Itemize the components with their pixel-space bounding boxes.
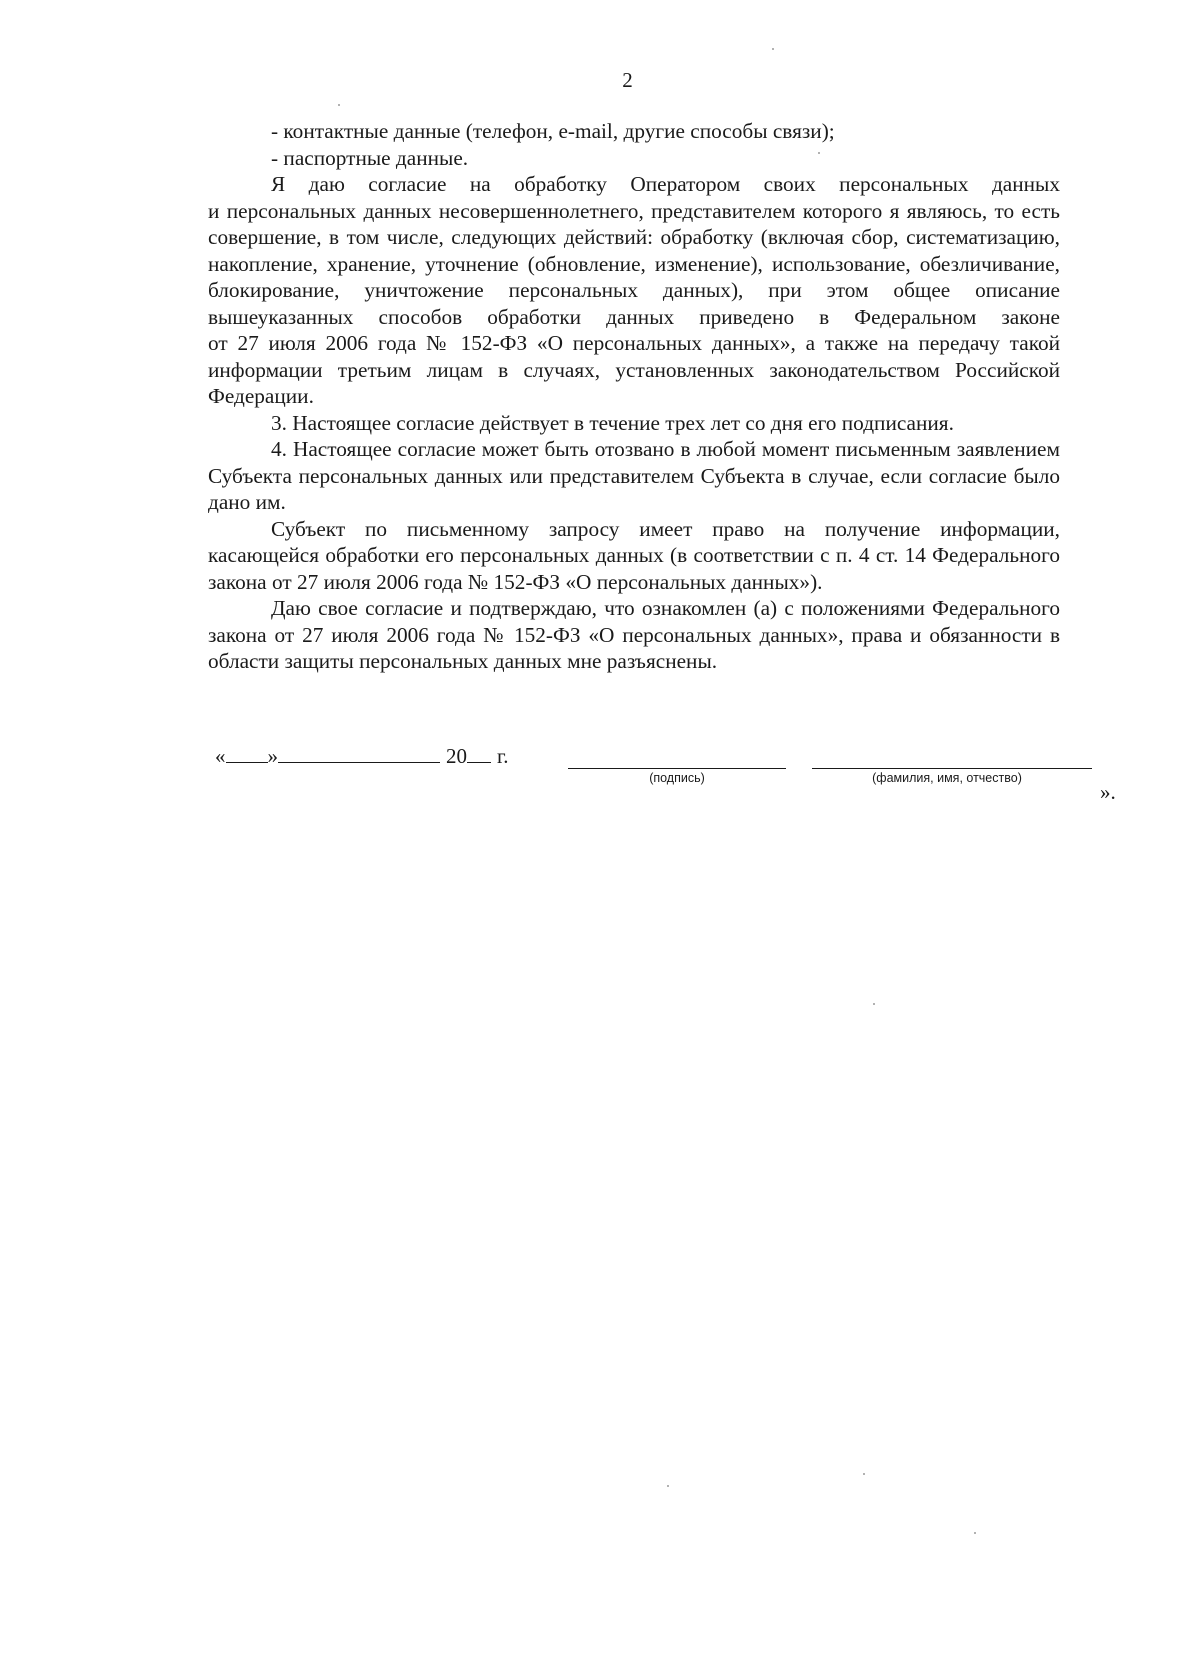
full-name-line — [812, 768, 1092, 769]
full-name-caption: (фамилия, имя, отчество) — [872, 771, 1022, 785]
scan-speck — [873, 1003, 875, 1005]
consent-line: вышеуказанных способов обработки данных приведено в Федеральном законе — [208, 304, 1060, 329]
list-item-passport: - паспортные данные. — [271, 145, 469, 170]
year-blank — [467, 742, 491, 763]
year-prefix: 20 — [446, 744, 467, 768]
signature-line — [568, 768, 786, 769]
consent-paragraph — [208, 171, 1060, 410]
signature-caption: (подпись) — [649, 771, 705, 785]
clause-4 — [208, 436, 1060, 516]
month-blank — [278, 742, 440, 763]
consent-line: совершение, в том числе, следующих действий: обработку (включая сбор, систематизацию, — [208, 225, 1060, 249]
consent-line: Я даю согласие на обработку Оператором своих персональных данных — [271, 172, 1060, 196]
clause-3-text: 3. Настоящее согласие действует в течение трех лет со дня его подписания. — [271, 410, 954, 435]
date-close-quote: » — [267, 744, 278, 768]
page-number: 2 — [622, 68, 633, 92]
date-field — [215, 742, 509, 768]
scan-speck — [818, 152, 820, 154]
consent-line: информации третьим лицам в случаях, установленных законодательством Российской — [208, 357, 1060, 382]
consent-line: от 27 июля 2006 года № 152-ФЗ «О персональных данных», а также на передачу такой — [208, 331, 1060, 355]
subject-rights-paragraph — [208, 516, 1060, 596]
subject-rights-text: Субъект по письменному запросу имеет право на получение информации, касающейся обработки его персональных данных (в соответствии с п. 4 ст. 14 Федерального закона от 27 июля 2006 года № 152-ФЗ «О персональных данных»). — [208, 516, 1060, 594]
scan-speck — [772, 48, 774, 50]
scan-speck — [974, 1532, 976, 1534]
closing-quote: ». — [1100, 780, 1116, 804]
document-body — [208, 118, 1060, 675]
consent-line: и персональных данных несовершеннолетнего, представителем которого я являюсь, то есть — [208, 198, 1060, 223]
confirmation-paragraph — [208, 595, 1060, 675]
day-blank — [226, 742, 268, 763]
list-item-contacts: - контактные данные (телефон, e-mail, другие способы связи); — [271, 119, 835, 143]
scan-speck — [667, 1485, 669, 1487]
clause-4-text: 4. Настоящее согласие может быть отозвано в любой момент письменным заявлением Субъекта персональных данных или представителем Субъекта в случае, если согласие было дано им. — [208, 437, 1060, 514]
consent-line: Федерации. — [208, 384, 314, 408]
consent-line: блокирование, уничтожение персональных данных), при этом общее описание — [208, 278, 1060, 302]
year-suffix: г. — [497, 744, 509, 768]
date-open-quote: « — [215, 744, 226, 768]
scan-speck — [863, 1473, 865, 1475]
consent-line: накопление, хранение, уточнение (обновление, изменение), использование, обезличивание, — [208, 251, 1060, 276]
confirmation-text: Даю свое согласие и подтверждаю, что ознакомлен (а) с положениями Федерального закона от 27 июля 2006 года № 152-ФЗ «О персональных данных», права и обязанности в области защиты персональных данных мне разъяснены. — [208, 596, 1060, 673]
clause-3 — [208, 410, 1060, 437]
scan-speck — [338, 104, 340, 106]
